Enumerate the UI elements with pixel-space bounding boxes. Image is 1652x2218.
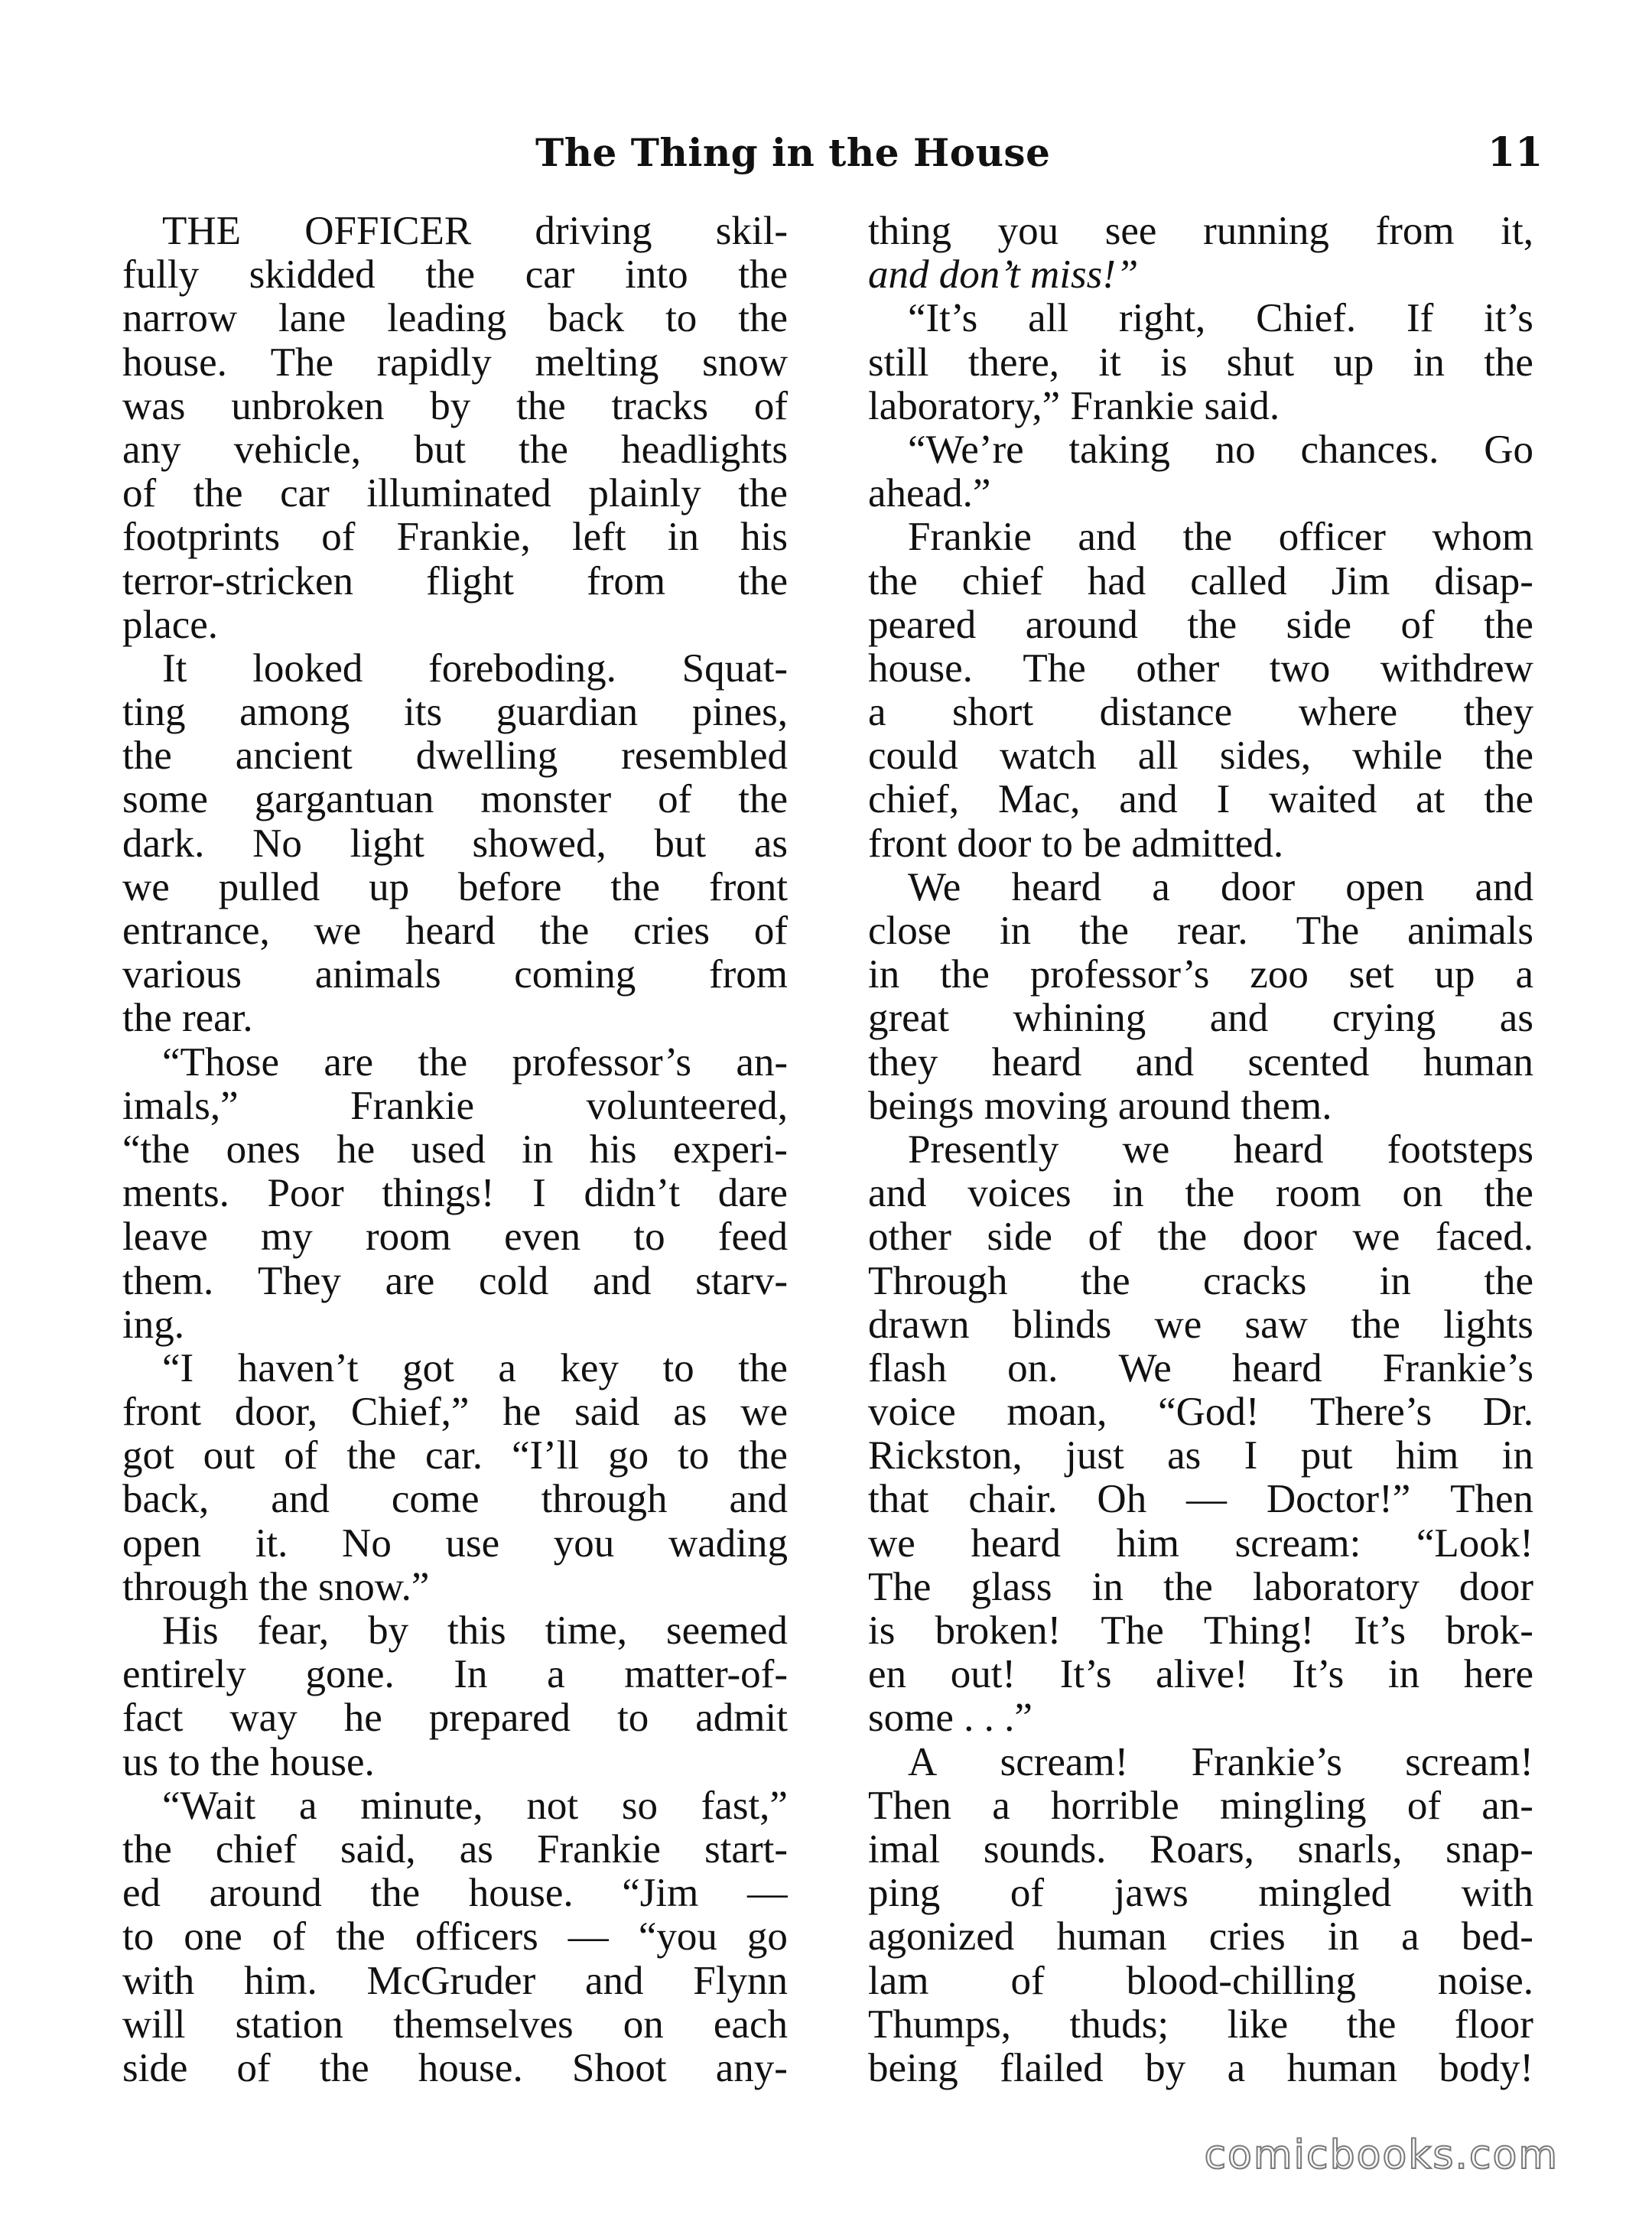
text-line: leave my room even to feed <box>122 1215 788 1260</box>
text-line: we heard him scream: “Look! <box>868 1520 1533 1566</box>
text-line: that chair. Oh — Doctor!” Then <box>868 1477 1533 1522</box>
text-line: the chief had called Jim disap- <box>868 558 1533 603</box>
text-line: the rear. <box>122 996 253 1041</box>
text-line: and don’t miss!” <box>868 252 1139 298</box>
text-line: front door to be admitted. <box>868 821 1284 866</box>
text-line: A scream! Frankie’s scream! <box>908 1739 1533 1784</box>
text-line: “Wait a minute, not so fast,” <box>162 1783 788 1828</box>
text-line: a short distance where they <box>868 690 1533 735</box>
text-line: ping of jaws mingled with <box>868 1871 1533 1916</box>
text-line: back, and come through and <box>122 1477 788 1522</box>
text-line: footprints of Frankie, left in his <box>122 515 788 560</box>
text-line: thing you see running from it, <box>868 210 1533 253</box>
running-title: The Thing in the House <box>535 130 1051 175</box>
text-line: front door, Chief,” he said as we <box>122 1390 788 1435</box>
text-line: ting among its guardian pines, <box>122 690 788 735</box>
text-line: It looked foreboding. Squat- <box>162 646 788 691</box>
text-line: ing. <box>122 1302 184 1347</box>
text-line: is broken! The Thing! It’s brok- <box>868 1608 1533 1653</box>
text-line: entrance, we heard the cries of <box>122 909 788 953</box>
text-line: Thumps, thuds; like the floor <box>868 2002 1533 2047</box>
text-line: us to the house. <box>122 1739 375 1784</box>
text-line: flash on. We heard Frankie’s <box>868 1345 1533 1390</box>
text-line: peared around the side of the <box>868 602 1533 647</box>
text-line: “Those are the professor’s an- <box>162 1039 788 1085</box>
text-line: THE OFFICER driving skil- <box>162 210 788 253</box>
text-line: was unbroken by the tracks of <box>122 383 788 428</box>
text-line: chief, Mac, and I waited at the <box>868 777 1533 822</box>
text-line: we pulled up before the front <box>122 864 788 909</box>
text-line: place. <box>122 602 219 647</box>
text-line: drawn blinds we saw the lights <box>868 1302 1533 1347</box>
text-column-right <box>868 210 1533 2106</box>
text-line: house. The rapidly melting snow <box>122 340 788 385</box>
text-line: Rickston, just as I put him in <box>868 1433 1533 1478</box>
text-line: “the ones he used in his experi- <box>122 1127 788 1172</box>
text-line: His fear, by this time, seemed <box>162 1608 788 1653</box>
text-line: narrow lane leading back to the <box>122 296 788 341</box>
text-line: other side of the door we faced. <box>868 1215 1533 1260</box>
text-line: en out! It’s alive! It’s in here <box>868 1652 1533 1697</box>
text-line: ed around the house. “Jim — <box>122 1871 788 1916</box>
text-line: some gargantuan monster of the <box>122 777 788 822</box>
running-header <box>0 128 1652 190</box>
text-line: “We’re taking no chances. Go <box>908 427 1533 472</box>
text-line: some . . .” <box>868 1696 1032 1741</box>
text-line: to one of the officers — “you go <box>122 1914 788 1959</box>
text-line: great whining and crying as <box>868 996 1533 1041</box>
text-line: house. The other two withdrew <box>868 646 1533 691</box>
text-line: Through the cracks in the <box>868 1258 1533 1303</box>
text-line: beings moving around them. <box>868 1083 1332 1128</box>
text-line: side of the house. Shoot any- <box>122 2045 788 2090</box>
text-line: through the snow.” <box>122 1564 430 1609</box>
text-line: in the professor’s zoo set up a <box>868 952 1533 997</box>
text-line: they heard and scented human <box>868 1039 1533 1085</box>
text-line: fact way he prepared to admit <box>122 1696 788 1741</box>
text-line: will station themselves on each <box>122 2002 788 2047</box>
text-line: close in the rear. The animals <box>868 909 1533 953</box>
text-line: various animals coming from <box>122 952 788 997</box>
text-line: “I haven’t got a key to the <box>162 1345 788 1390</box>
text-line: any vehicle, but the headlights <box>122 427 788 472</box>
text-line: The glass in the laboratory door <box>868 1564 1533 1609</box>
text-line: open it. No use you wading <box>122 1520 788 1566</box>
text-line: Presently we heard footsteps <box>908 1127 1533 1172</box>
text-line: lam of blood-chilling noise. <box>868 1958 1533 2003</box>
watermark: comicbooks.com <box>1204 2132 1559 2178</box>
page-number: 11 <box>1488 129 1543 176</box>
text-line: being flailed by a human body! <box>868 2045 1533 2090</box>
text-line: them. They are cold and starv- <box>122 1258 788 1303</box>
text-line: the chief said, as Frankie start- <box>122 1826 788 1872</box>
text-line: Then a horrible mingling of an- <box>868 1783 1533 1828</box>
text-line: “It’s all right, Chief. If it’s <box>908 296 1533 341</box>
text-line: entirely gone. In a matter-of- <box>122 1652 788 1697</box>
text-line: got out of the car. “I’ll go to the <box>122 1433 788 1478</box>
text-line: terror-stricken flight from the <box>122 558 788 603</box>
text-line: could watch all sides, while the <box>868 733 1533 779</box>
text-line: of the car illuminated plainly the <box>122 471 788 516</box>
text-line: still there, it is shut up in the <box>868 340 1533 385</box>
text-line: ahead.” <box>868 471 991 516</box>
text-line: imal sounds. Roars, snarls, snap- <box>868 1826 1533 1872</box>
text-line: We heard a door open and <box>908 864 1533 909</box>
text-line: and voices in the room on the <box>868 1171 1533 1216</box>
text-line: Frankie and the officer whom <box>908 515 1533 560</box>
text-line: ments. Poor things! I didn’t dare <box>122 1171 788 1216</box>
text-line: laboratory,” Frankie said. <box>868 383 1280 428</box>
text-line: agonized human cries in a bed- <box>868 1914 1533 1959</box>
text-line: the ancient dwelling resembled <box>122 733 788 779</box>
text-column-left <box>122 210 788 2106</box>
text-line: fully skidded the car into the <box>122 252 788 298</box>
text-line: with him. McGruder and Flynn <box>122 1958 788 2003</box>
text-line: imals,” Frankie volunteered, <box>122 1083 788 1128</box>
text-line: dark. No light showed, but as <box>122 821 788 866</box>
text-line: voice moan, “God! There’s Dr. <box>868 1390 1533 1435</box>
